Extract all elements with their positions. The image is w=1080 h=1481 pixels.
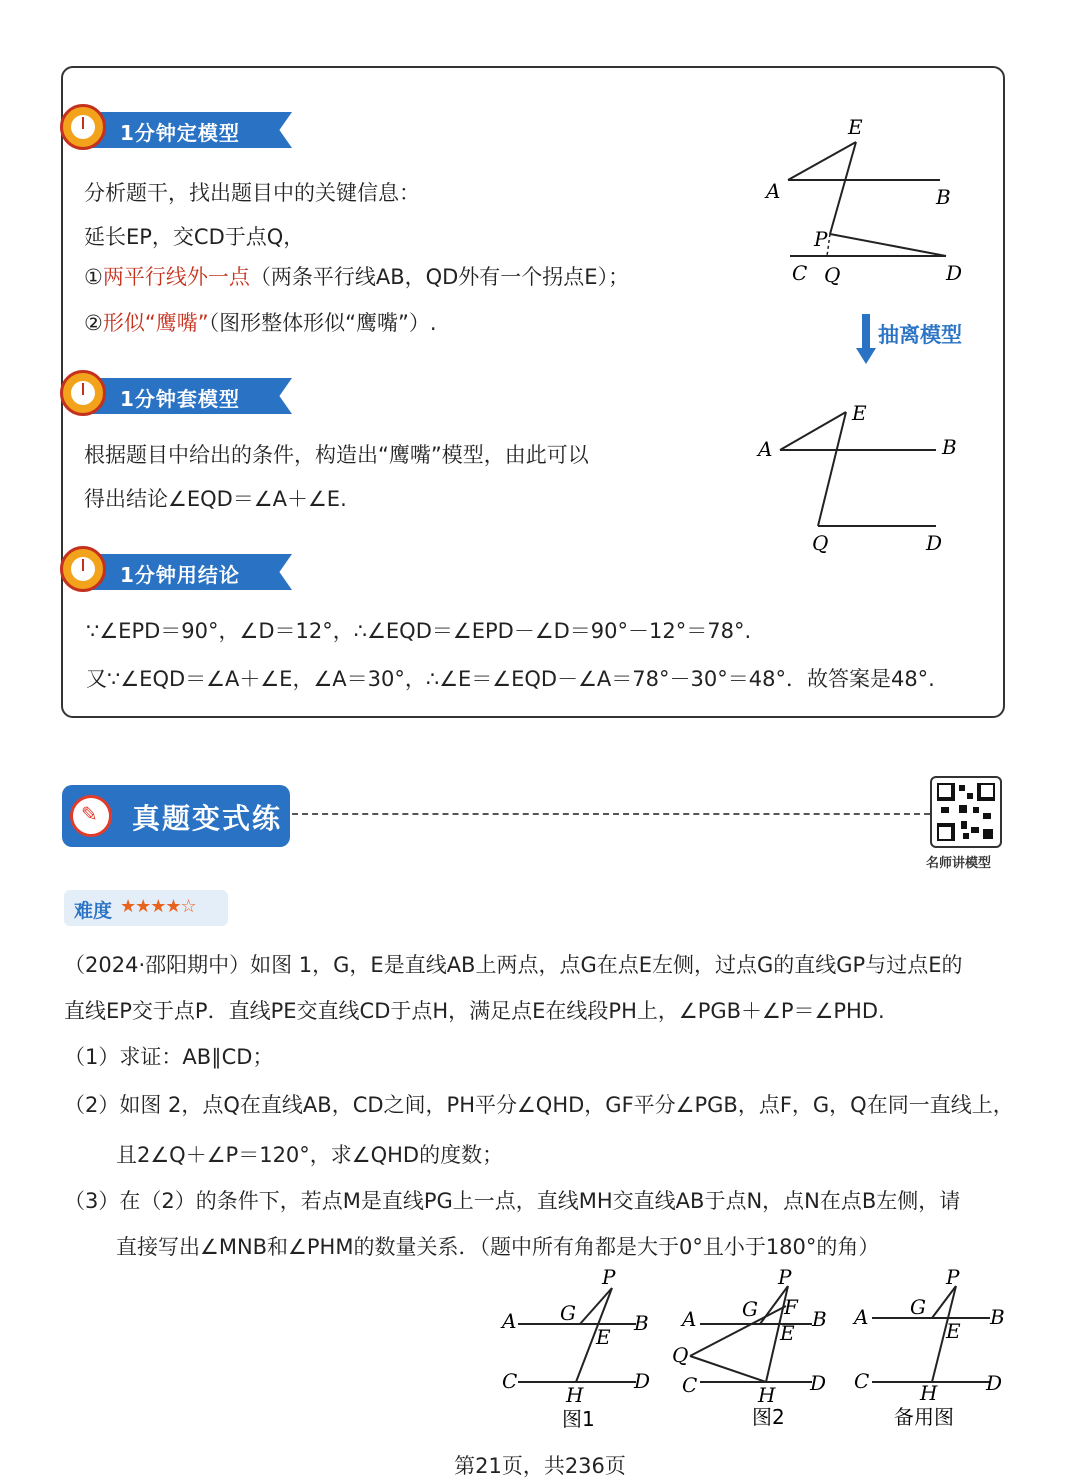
- svg-text:A: A: [854, 1305, 869, 1329]
- figure-2: [672, 1265, 827, 1429]
- arrow-head-icon: [856, 348, 876, 364]
- section-title: 真题变式练: [132, 802, 283, 835]
- svg-text:C: C: [502, 1369, 518, 1393]
- svg-text:P: P: [602, 1265, 616, 1289]
- figure-1: [500, 1265, 650, 1431]
- label-b-2: B: [942, 435, 957, 459]
- svg-text:E: E: [946, 1319, 961, 1343]
- svg-text:G: G: [910, 1295, 926, 1319]
- badge-determine-model: [52, 104, 312, 152]
- svg-text:B: B: [812, 1307, 827, 1331]
- svg-text:G: G: [742, 1297, 758, 1321]
- arrow-label: 抽离模型: [878, 323, 962, 347]
- svg-text:H: H: [920, 1381, 938, 1405]
- svg-text:G: G: [560, 1301, 576, 1325]
- svg-text:P: P: [946, 1265, 960, 1289]
- label-e-2: E: [852, 401, 867, 425]
- label-d: D: [946, 261, 963, 285]
- model-diagram: [750, 110, 990, 570]
- segment-ep: [830, 142, 856, 234]
- qr-code[interactable]: [930, 776, 1002, 848]
- qr-label: 名师讲模型: [926, 856, 992, 871]
- problem-line-2: 直线EP交于点P．直线PE交直线CD于点H，满足点E在线段PH上，∠PGB＋∠P＝∠PHD.: [64, 999, 885, 1023]
- svg-text:C: C: [854, 1369, 870, 1393]
- svg-text:B: B: [634, 1311, 649, 1335]
- svg-text:D: D: [986, 1371, 1003, 1395]
- problem-line-6: （3）在（2）的条件下，若点M是直线PG上一点，直线MH交直线AB于点N，点N在点B左侧，请: [64, 1189, 961, 1213]
- analysis-line-4: ②形似“鹰嘴”（图形整体形似“鹰嘴”）.: [84, 311, 437, 335]
- label-e: E: [848, 115, 863, 139]
- label-b: B: [936, 185, 951, 209]
- stopwatch-icon: [60, 104, 106, 150]
- difficulty-label: 难度: [74, 900, 113, 922]
- label-c: C: [792, 261, 808, 285]
- svg-text:H: H: [758, 1383, 776, 1407]
- svg-text:P: P: [778, 1265, 792, 1289]
- problem-line-1: （2024·邵阳期中）如图 1，G，E是直线AB上两点，点G在点E左侧，过点G的直线GP与过点E的: [64, 953, 963, 977]
- figure-backup-caption: 备用图: [894, 1405, 954, 1429]
- conclusion-line-2: 又∵∠EQD＝∠A＋∠E，∠A＝30°，∴∠E＝∠EQD－∠A＝78°－30°＝48°．故答案是48°.: [86, 667, 935, 691]
- stopwatch-icon: [60, 370, 106, 416]
- problem-figures: [496, 1264, 1016, 1436]
- arrow-down-icon: [862, 314, 870, 350]
- analysis-line-2: 延长EP，交CD于点Q，: [84, 225, 305, 249]
- analysis-line-1: 分析题干，找出题目中的关键信息：: [84, 181, 420, 205]
- badge-label: 1分钟定模型: [120, 121, 240, 145]
- svg-text:F: F: [784, 1295, 798, 1319]
- svg-text:C: C: [682, 1373, 698, 1397]
- label-d-2: D: [926, 531, 943, 555]
- qr-code-icon: [937, 783, 995, 841]
- apply-line-1: 根据题目中给出的条件，构造出“鹰嘴”模型，由此可以: [84, 443, 589, 467]
- svg-text:B: B: [990, 1305, 1005, 1329]
- analysis-line-3: ①两平行线外一点（两条平行线AB，QD外有一个拐点E）；: [84, 265, 630, 289]
- figure-backup: [852, 1265, 1005, 1429]
- svg-text:H: H: [566, 1383, 584, 1407]
- badge-label: 1分钟套模型: [120, 387, 240, 411]
- svg-text:Q: Q: [672, 1343, 689, 1367]
- figure-1-caption: 图1: [562, 1407, 595, 1431]
- badge-use-conclusion: [52, 546, 312, 594]
- svg-text:A: A: [502, 1309, 517, 1333]
- segment-eq-2: [818, 412, 846, 526]
- problem-line-3: （1）求证：AB∥CD；: [64, 1045, 274, 1069]
- label-p: P: [814, 227, 828, 251]
- problem-line-7: 直接写出∠MNB和∠PHM的数量关系．（题中所有角都是大于0°且小于180°的角）: [116, 1235, 880, 1259]
- difficulty-stars: ★★★★☆: [120, 896, 196, 917]
- svg-text:A: A: [682, 1307, 697, 1331]
- pencil-icon: ✎: [70, 795, 112, 837]
- apply-line-2: 得出结论∠EQD＝∠A＋∠E.: [84, 487, 347, 511]
- svg-text:D: D: [810, 1371, 827, 1395]
- problem-line-5: 且2∠Q＋∠P＝120°，求∠QHD的度数；: [116, 1143, 504, 1167]
- segment-ae: [788, 142, 856, 180]
- label-q: Q: [824, 263, 841, 287]
- badge-apply-model: [52, 370, 312, 418]
- stopwatch-icon: [60, 546, 106, 592]
- difficulty-tag: [64, 890, 228, 926]
- segment-pd: [830, 234, 946, 256]
- section-banner: [62, 785, 290, 847]
- section-divider: [292, 813, 930, 815]
- label-q-2: Q: [812, 531, 829, 555]
- problem-line-4: （2）如图 2，点Q在直线AB，CD之间，PH平分∠QHD，GF平分∠PGB，点F，G，Q在同一直线上，: [64, 1093, 1014, 1117]
- label-a: A: [766, 179, 781, 203]
- svg-text:D: D: [634, 1369, 651, 1393]
- badge-label: 1分钟用结论: [120, 563, 240, 587]
- page-footer: 第21页，共236页: [454, 1454, 626, 1478]
- svg-text:E: E: [596, 1325, 611, 1349]
- svg-text:E: E: [780, 1321, 795, 1345]
- figure-2-caption: 图2: [752, 1405, 785, 1429]
- label-a-2: A: [758, 437, 773, 461]
- segment-ae-2: [780, 412, 846, 450]
- conclusion-line-1: ∵∠EPD＝90°，∠D＝12°，∴∠EQD＝∠EPD－∠D＝90°－12°＝78°.: [86, 619, 752, 643]
